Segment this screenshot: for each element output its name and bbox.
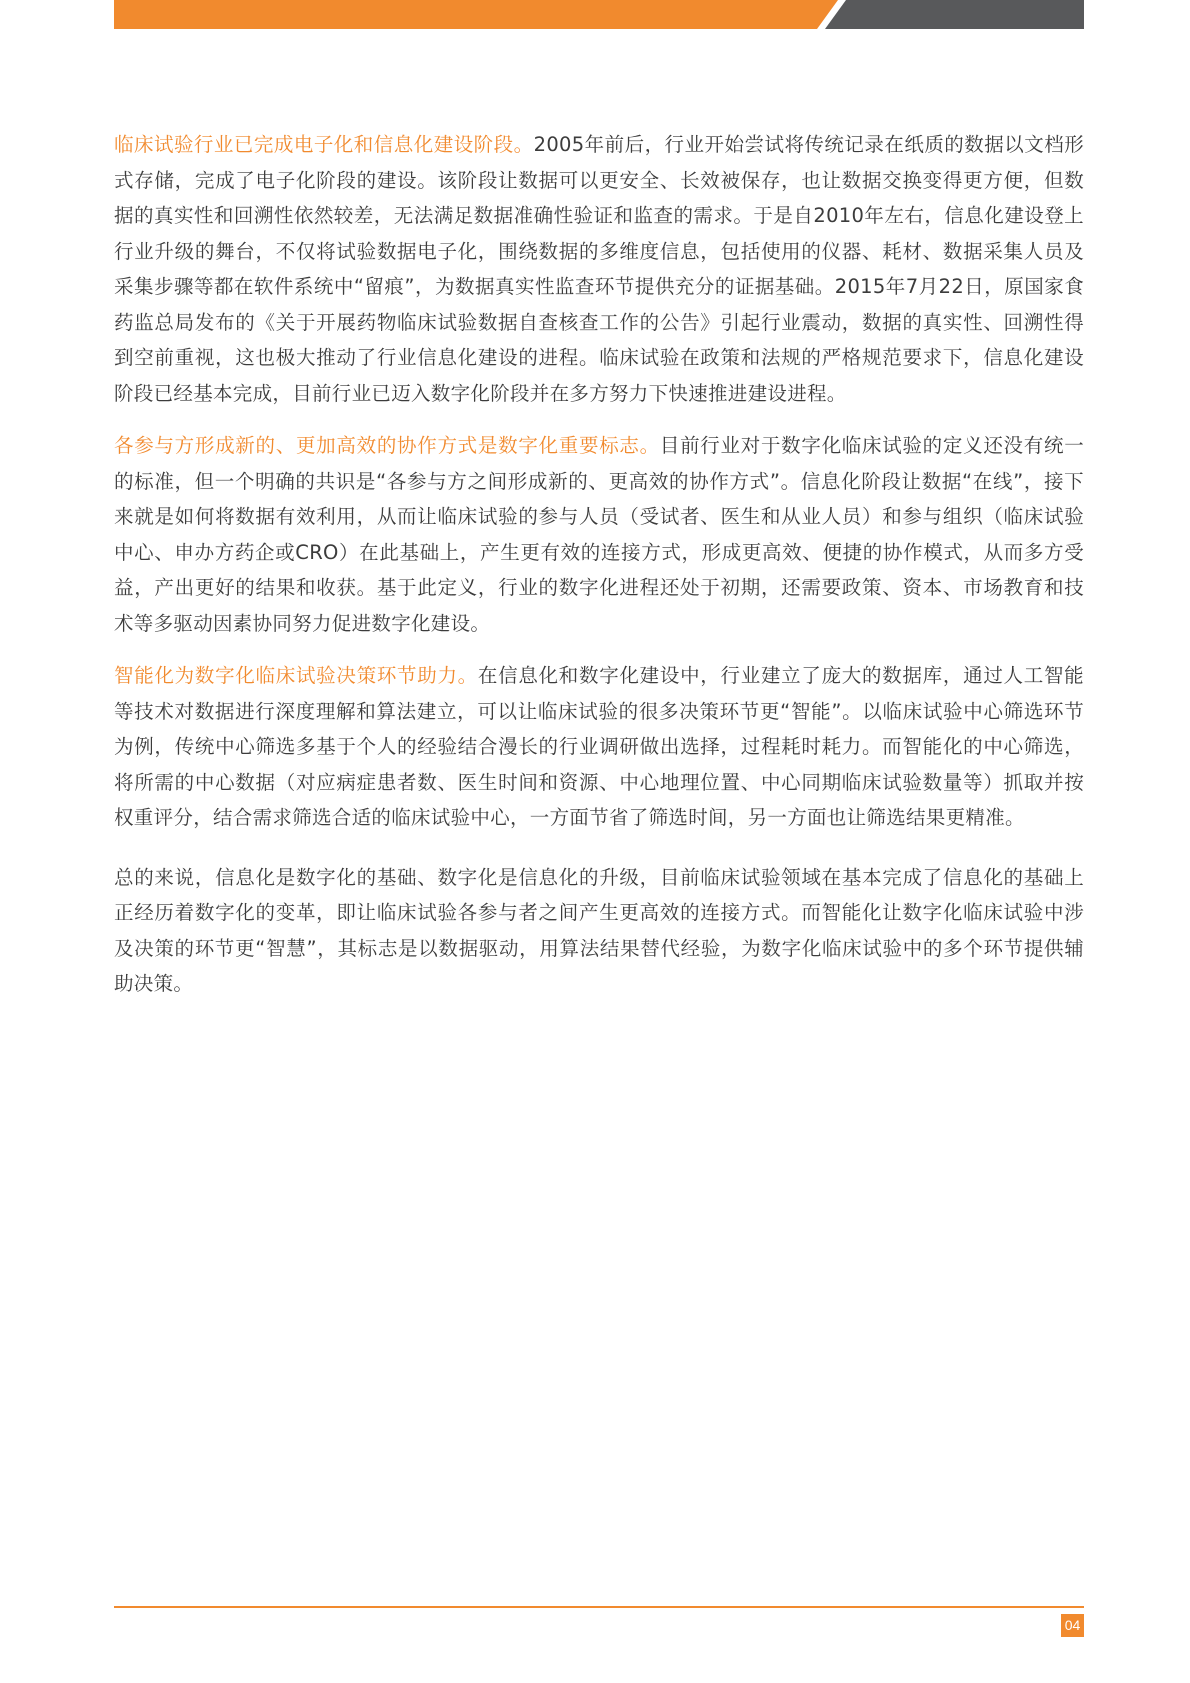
paragraph-lead: 各参与方形成新的、更加高效的协作方式是数字化重要标志。	[114, 434, 660, 457]
header-dark-band	[825, 0, 1084, 29]
paragraph-lead: 临床试验行业已完成电子化和信息化建设阶段。	[114, 133, 534, 156]
paragraph-body: 目前行业对于数字化临床试验的定义还没有统一的标准，但一个明确的共识是“各参与方之间形成新的、更高效的协作方式”。信息化阶段让数据“在线”，接下来就是如何将数据有效利用，从而让临床试验的参与人员（受试者、医生和从业人员）和参与组织（临床试验中心、申办方药企或CRO）在此基础上，产生更有效的连接方式，形成更高效、便捷的协作模式，从而多方受益，产出更好的结果和收获。基于此定义，行业的数字化进程还处于初期，还需要政策、资本、市场教育和技术等多驱动因素协同努力促进数字化建设。	[114, 434, 1084, 635]
paragraph-body: 在信息化和数字化建设中，行业建立了庞大的数据库，通过人工智能等技术对数据进行深度理解和算法建立，可以让临床试验的很多决策环节更“智能”。以临床试验中心筛选环节为例，传统中心筛选多基于个人的经验结合漫长的行业调研做出选择，过程耗时耗力。而智能化的中心筛选，将所需的中心数据（对应病症患者数、医生时间和资源、中心地理位置、中心同期临床试验数量等）抓取并按权重评分，结合需求筛选合适的临床试验中心，一方面节省了筛选时间，另一方面也让筛选结果更精准。	[114, 664, 1084, 829]
header-orange-band	[114, 0, 838, 29]
paragraph-intelligence-decision	[114, 658, 1084, 836]
paragraph-body: 2005年前后，行业开始尝试将传统记录在纸质的数据以文档形式存储，完成了电子化阶段的建设。该阶段让数据可以更安全、长效被保存，也让数据交换变得更方便，但数据的真实性和回溯性依然较差，无法满足数据准确性验证和监查的需求。于是自2010年左右，信息化建设登上行业升级的舞台，不仅将试验数据电子化，围绕数据的多维度信息，包括使用的仪器、耗材、数据采集人员及采集步骤等都在软件系统中“留痕”，为数据真实性监查环节提供充分的证据基础。2015年7月22日，原国家食药监总局发布的《关于开展药物临床试验数据自查核查工作的公告》引起行业震动，数据的真实性、回溯性得到空前重视，这也极大推动了行业信息化建设的进程。临床试验在政策和法规的严格规范要求下，信息化建设阶段已经基本完成，目前行业已迈入数字化阶段并在多方努力下快速推进建设进程。	[114, 133, 1084, 405]
paragraph-digitalization-collaboration	[114, 428, 1084, 641]
paragraph-electronic-informatization	[114, 127, 1084, 411]
article-body	[114, 127, 1084, 1019]
paragraph-summary: 总的来说，信息化是数字化的基础、数字化是信息化的升级，目前临床试验领域在基本完成了信息化的基础上正经历着数字化的变革，即让临床试验各参与者之间产生更高效的连接方式。而智能化让数字化临床试验中涉及决策的环节更“智慧”，其标志是以数据驱动，用算法结果替代经验，为数字化临床试验中的多个环节提供辅助决策。	[114, 865, 1084, 995]
page-number: 04	[1061, 1614, 1084, 1637]
paragraph-lead: 智能化为数字化临床试验决策环节助力。	[114, 664, 478, 687]
header-decorative-bar	[114, 0, 1084, 29]
footer-divider	[114, 1606, 1084, 1608]
